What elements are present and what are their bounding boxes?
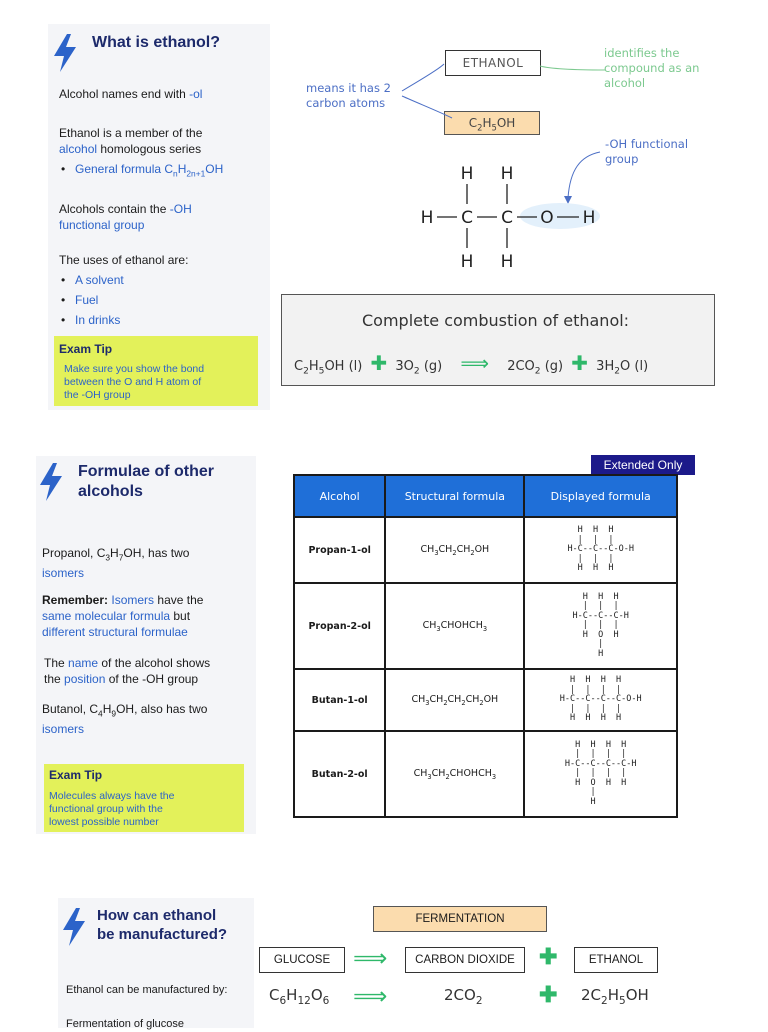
- ethanol-label-box: ETHANOL: [445, 50, 541, 76]
- exam-tip-text: Molecules always have the functional group with the lowest possible number: [49, 790, 175, 828]
- homologous-series-text: Ethanol is a member of the alcohol homologous series: [59, 126, 203, 156]
- general-formula-bullet: • General formula $C_nH_{2n+1}OH$: [75, 161, 223, 181]
- extended-only-badge: Extended Only: [591, 455, 695, 475]
- oh-group-annotation: -OH functional group: [605, 137, 689, 166]
- table-row: [294, 517, 677, 583]
- use-item: • Fuel: [75, 292, 98, 308]
- fermentation-partial-text: Fermentation of glucose: [66, 1018, 185, 1030]
- table-row: [294, 669, 677, 731]
- structural-formula-cell: $CH_3CH_2CHOHCH_3$: [385, 731, 524, 817]
- svg-text:H: H: [500, 164, 514, 184]
- lightning-bolt-icon: [38, 463, 64, 501]
- alcohol-name-cell: Propan-2-ol: [294, 583, 385, 669]
- svg-text:H: H: [500, 252, 514, 272]
- propanol-text: Propanol, $C_3H_7OH$, has two isomers: [42, 546, 190, 581]
- alcohol-name-cell: Butan-1-ol: [294, 669, 385, 731]
- svg-text:H: H: [420, 208, 434, 228]
- plus-icon: ✚: [539, 982, 558, 1007]
- exam-tip-title: Exam Tip: [59, 342, 113, 356]
- plus-icon: ✚: [571, 351, 589, 375]
- plus-icon: ✚: [539, 944, 558, 969]
- combustion-equation: $C_2H_5OH$ (l) ✚ $3O_2$ (g) ⟹ $2CO_2$ (g) ✚ $3H_2O$ (l): [294, 351, 649, 377]
- displayed-formula-cell: H H H | | | H-C--C--C-O-H | | | H H H: [524, 517, 677, 583]
- ethanol-formula: $2C_2H_5OH$: [581, 986, 649, 1007]
- lightning-bolt-icon: [61, 908, 87, 946]
- arrow-icon: ⟹: [353, 983, 388, 1010]
- annotation-arrows: [0, 0, 768, 300]
- column-header: Structural formula: [385, 475, 524, 517]
- exam-tip-title: Exam Tip: [49, 768, 103, 782]
- column-header: Displayed formula: [524, 475, 677, 517]
- uses-title: The uses of ethanol are:: [59, 253, 189, 267]
- co2-formula: $2CO_2$: [444, 986, 483, 1007]
- manufacture-text: Ethanol can be manufactured by:: [66, 984, 228, 996]
- structural-formula-cell: $CH_3CHOHCH_3$: [385, 583, 524, 669]
- glucose-formula: $C_6H_{12}O_6$: [269, 986, 330, 1007]
- structural-formula-cell: $CH_3CH_2CH_2CH_2OH$: [385, 669, 524, 731]
- alcohol-name-cell: Propan-1-ol: [294, 517, 385, 583]
- glucose-box: GLUCOSE: [259, 947, 345, 973]
- alcohol-names-text: Alcohol names end with -ol: [59, 87, 203, 101]
- use-item: • A solvent: [75, 272, 124, 288]
- name-position-text: The name of the alcohol shows the position of the -OH group: [44, 656, 211, 686]
- functional-group-text: Alcohols contain the -OH functional group: [59, 202, 192, 232]
- alcohols-table: [293, 474, 678, 818]
- arrow-icon: ⟹: [460, 351, 490, 375]
- remember-text: Remember: Isomers have the same molecular formula but different structural formulae: [42, 593, 204, 639]
- section-title: Formulae of other alcohols: [78, 463, 215, 500]
- structural-formula-cell: $CH_3CH_2CH_2OH$: [385, 517, 524, 583]
- combustion-title: Complete combustion of ethanol:: [362, 311, 630, 330]
- section-title: What is ethanol?: [92, 34, 220, 51]
- exam-tip-text: Make sure you show the bond between the O and H atom of the -OH group: [64, 363, 205, 401]
- alcohol-annotation: identifies the compound as an alcohol: [604, 46, 700, 90]
- table-row: [294, 731, 677, 817]
- svg-text:C: C: [461, 208, 473, 228]
- arrow-icon: ⟹: [353, 945, 388, 972]
- carbon-atoms-annotation: means it has 2 carbon atoms: [306, 81, 391, 110]
- alcohol-name-cell: Butan-2-ol: [294, 731, 385, 817]
- plus-icon: ✚: [370, 351, 388, 375]
- svg-text:H: H: [460, 252, 474, 272]
- ethanol-displayed-formula: [415, 160, 615, 275]
- molecular-formula-box: $C_2H_5OH$: [444, 111, 540, 135]
- ethanol-box: ETHANOL: [574, 947, 658, 973]
- svg-text:O: O: [540, 208, 554, 228]
- fermentation-title-box: FERMENTATION: [373, 906, 547, 932]
- column-header: Alcohol: [294, 475, 385, 517]
- displayed-formula-cell: H H H H | | | | H-C--C--C--C-O-H | | | | H H H H: [524, 669, 677, 731]
- carbon-dioxide-box: CARBON DIOXIDE: [405, 947, 525, 973]
- displayed-formula-cell: H H H H | | | | H-C--C--C--C-H | | | | H O H H | H: [524, 731, 677, 817]
- butanol-text: Butanol, $C_4H_9OH$, also has two isomers: [42, 702, 208, 737]
- displayed-formula-cell: H H H | | | H-C--C--C-H | | | H O H | H: [524, 583, 677, 669]
- section-title: How can ethanol be manufactured?: [97, 907, 228, 943]
- table-header-row: [294, 475, 677, 517]
- svg-text:C: C: [501, 208, 513, 228]
- svg-text:H: H: [582, 208, 596, 228]
- table-row: [294, 583, 677, 669]
- use-item: • In drinks: [75, 312, 120, 328]
- svg-text:H: H: [460, 164, 474, 184]
